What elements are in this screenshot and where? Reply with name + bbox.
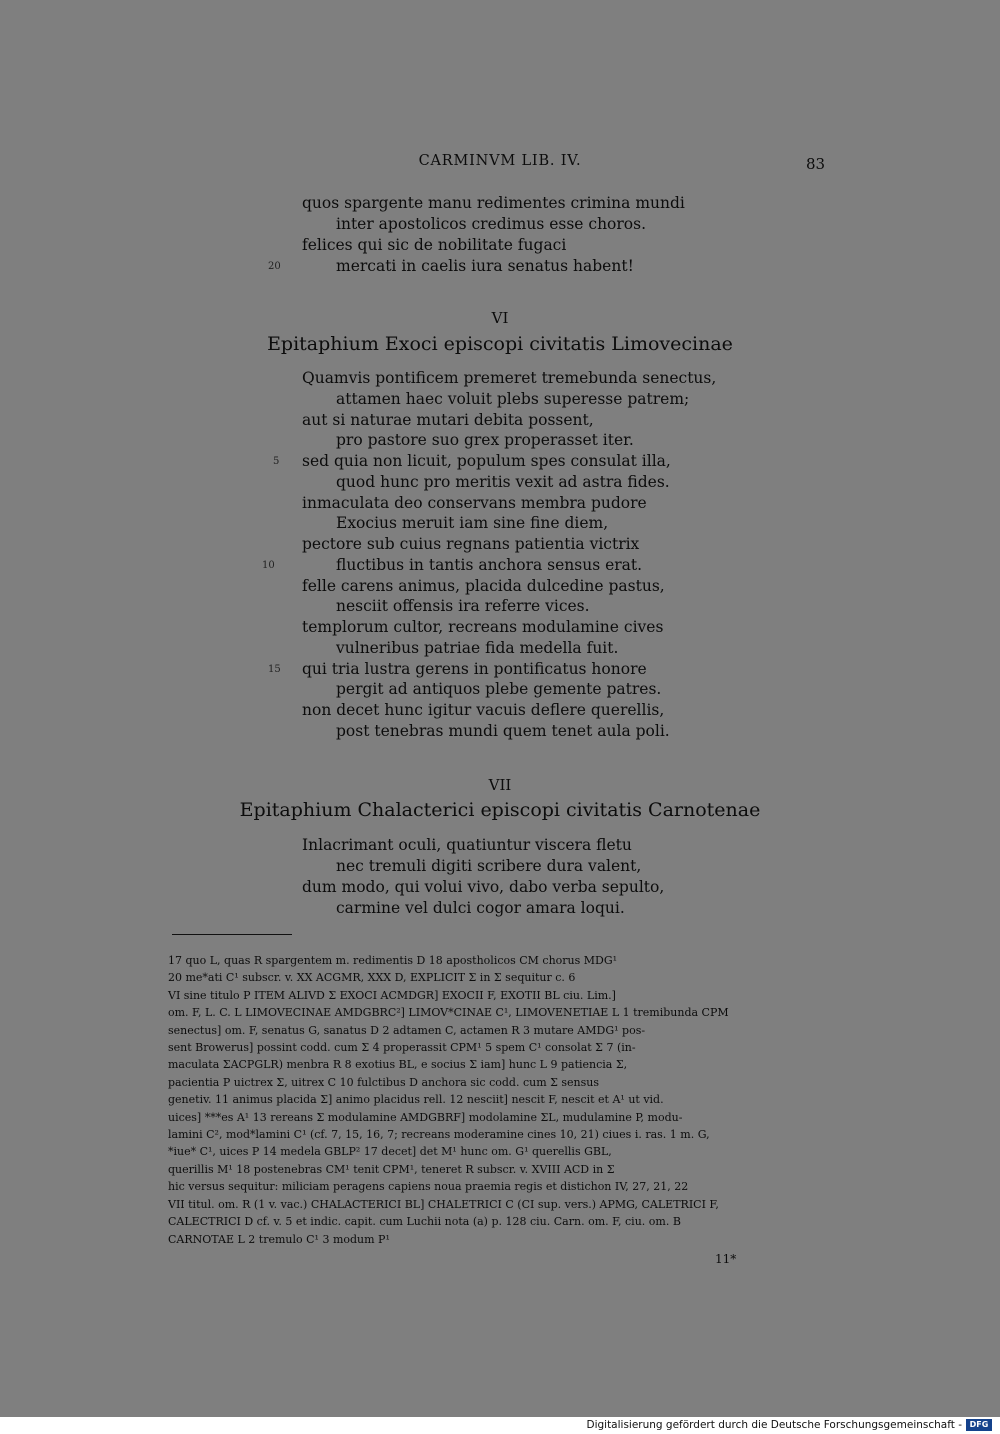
verse-line: pro pastore suo grex properasset iter.	[336, 431, 634, 449]
line-number: 15	[268, 664, 281, 675]
page-number: 83	[806, 155, 826, 173]
funding-footer	[0, 1417, 1000, 1434]
verse-line: Inlacrimant oculi, quatiuntur viscera fletu	[302, 836, 632, 854]
apparatus-line: genetiv. 11 animus placida Σ] animo placidus rell. 12 nesciit] nescit F, nescit et A¹ ut vid.	[168, 1093, 664, 1107]
apparatus-line: lamini C², mod*lamini C¹ (cf. 7, 15, 16, 7; recreans moderamine cines 10, 21) ciues i. ras. 1 m. G,	[168, 1128, 710, 1142]
verse-line: sed quia non licuit, populum spes consulat illa,	[302, 452, 671, 470]
verse-line: quod hunc pro meritis vexit ad astra fides.	[336, 473, 670, 491]
verse-line: fluctibus in tantis anchora sensus erat.	[336, 556, 643, 574]
apparatus-line: VII titul. om. R (1 v. vac.) CHALACTERICI BL] CHALETRICI C (CI sup. vers.) APMG, CALETRICI F,	[168, 1197, 719, 1211]
verse-line: qui tria lustra gerens in pontificatus honore	[302, 660, 647, 678]
apparatus-line: 20 me*ati C¹ subscr. v. XX ACGMR, XXX D, EXPLICIT Σ in Σ sequitur c. 6	[168, 971, 576, 985]
apparatus-line: hic versus sequitur: miliciam peragens capiens noua praemia regis et distichon IV, 27, 21, 22	[168, 1180, 689, 1194]
poem-vii-title: Epitaphium Chalacterici episcopi civitatis Carnotenae	[239, 799, 761, 821]
verse-line: templorum cultor, recreans modulamine cives	[302, 618, 664, 636]
footnote-divider	[172, 934, 292, 935]
verse-line: dum modo, qui volui vivo, dabo verba sepulto,	[302, 878, 665, 896]
verse-line: quos spargente manu redimentes crimina mundi	[302, 194, 685, 212]
verse-line: nec tremuli digiti scribere dura valent,	[336, 857, 642, 875]
verse-line: Exocius meruit iam sine fine diem,	[336, 514, 609, 532]
running-title: CARMINVM LIB. IV.	[418, 153, 582, 169]
verse-line: vulneribus patriae fida medella fuit.	[336, 639, 619, 657]
verse-line: post tenebras mundi quem tenet aula poli.	[336, 722, 670, 740]
verse-line: inmaculata deo conservans membra pudore	[302, 494, 647, 512]
verse-line: inter apostolicos credimus esse choros.	[336, 215, 646, 233]
verse-line: pectore sub cuius regnans patientia victrix	[302, 535, 640, 553]
verse-line: nesciit offensis ira referre vices.	[336, 597, 590, 615]
apparatus-line: sent Browerus] possint codd. cum Σ 4 properassit CPM¹ 5 spem C¹ consolat Σ 7 (in-	[168, 1041, 636, 1055]
verse-line: aut si naturae mutari debita possent,	[302, 411, 594, 429]
verse-line: felices qui sic de nobilitate fugaci	[302, 236, 567, 254]
line-number: 20	[268, 261, 281, 272]
verse-line: felle carens animus, placida dulcedine pastus,	[302, 577, 665, 595]
poem-vii-number: VII	[488, 776, 512, 794]
apparatus-line: uices] ***es A¹ 13 rereans Σ modulamine AMDGBRF] modolamine ΣL, mudulamine P, modu-	[168, 1110, 683, 1124]
verse-line: carmine vel dulci cogor amara loqui.	[336, 899, 625, 917]
apparatus-line: CALECTRICI D cf. v. 5 et indic. capit. cum Luchii nota (a) p. 128 ciu. Carn. om. F, ciu. om. B	[168, 1215, 681, 1229]
critical-apparatus	[168, 952, 828, 1248]
verse-line: Quamvis pontificem premeret tremebunda senectus,	[302, 369, 717, 387]
apparatus-line: querillis M¹ 18 postenebras CM¹ tenit CPM¹, teneret R subscr. v. XVIII ACD in Σ	[168, 1162, 615, 1176]
verse-line: pergit ad antiquos plebe gemente patres.	[336, 680, 662, 698]
apparatus-line: om. F, L. C. L LIMOVECINAE AMDGBRC²] LIMOV*CINAE C¹, LIMOVENETIAE L 1 tremibunda CPM	[168, 1006, 729, 1020]
dfg-logo-icon: DFG	[966, 1419, 992, 1431]
verse-line: attamen haec voluit plebs superesse patrem;	[336, 390, 690, 408]
verse-line: mercati in caelis iura senatus habent!	[336, 257, 634, 275]
apparatus-line: VI sine titulo P ITEM ALIVD Σ EXOCI ACMDGR] EXOCII F, EXOTII BL ciu. Lim.]	[168, 988, 616, 1002]
apparatus-line: pacientia P uictrex Σ, uitrex C 10 fulctibus D anchora sic codd. cum Σ sensus	[168, 1075, 600, 1089]
apparatus-line: CARNOTAE L 2 tremulo C¹ 3 modum P¹	[168, 1232, 390, 1246]
apparatus-line: 17 quo L, quas R spargentem m. redimentis D 18 apostholicos CM chorus MDG¹	[168, 954, 618, 967]
poem-vi-title: Epitaphium Exoci episcopi civitatis Limovecinae	[267, 333, 733, 355]
apparatus-line: maculata ΣACPGLR) menbra R 8 exotius BL, e socius Σ iam] hunc L 9 patiencia Σ,	[168, 1058, 628, 1072]
line-number: 10	[262, 560, 275, 571]
verse-line: non decet hunc igitur vacuis deflere querellis,	[302, 701, 665, 719]
apparatus-line: *iue* C¹, uices P 14 medela GBLP² 17 decet] det M¹ hunc om. G¹ querellis GBL,	[168, 1145, 612, 1159]
apparatus-line: senectus] om. F, senatus G, sanatus D 2 adtamen C, actamen R 3 mutare AMDG¹ pos-	[168, 1023, 646, 1037]
line-number: 5	[273, 456, 280, 467]
funding-text: Digitalisierung gefördert durch die Deutsche Forschungsgemeinschaft -	[586, 1419, 962, 1431]
signature-mark: 11*	[715, 1252, 737, 1266]
poem-vi-number: VI	[491, 309, 509, 327]
